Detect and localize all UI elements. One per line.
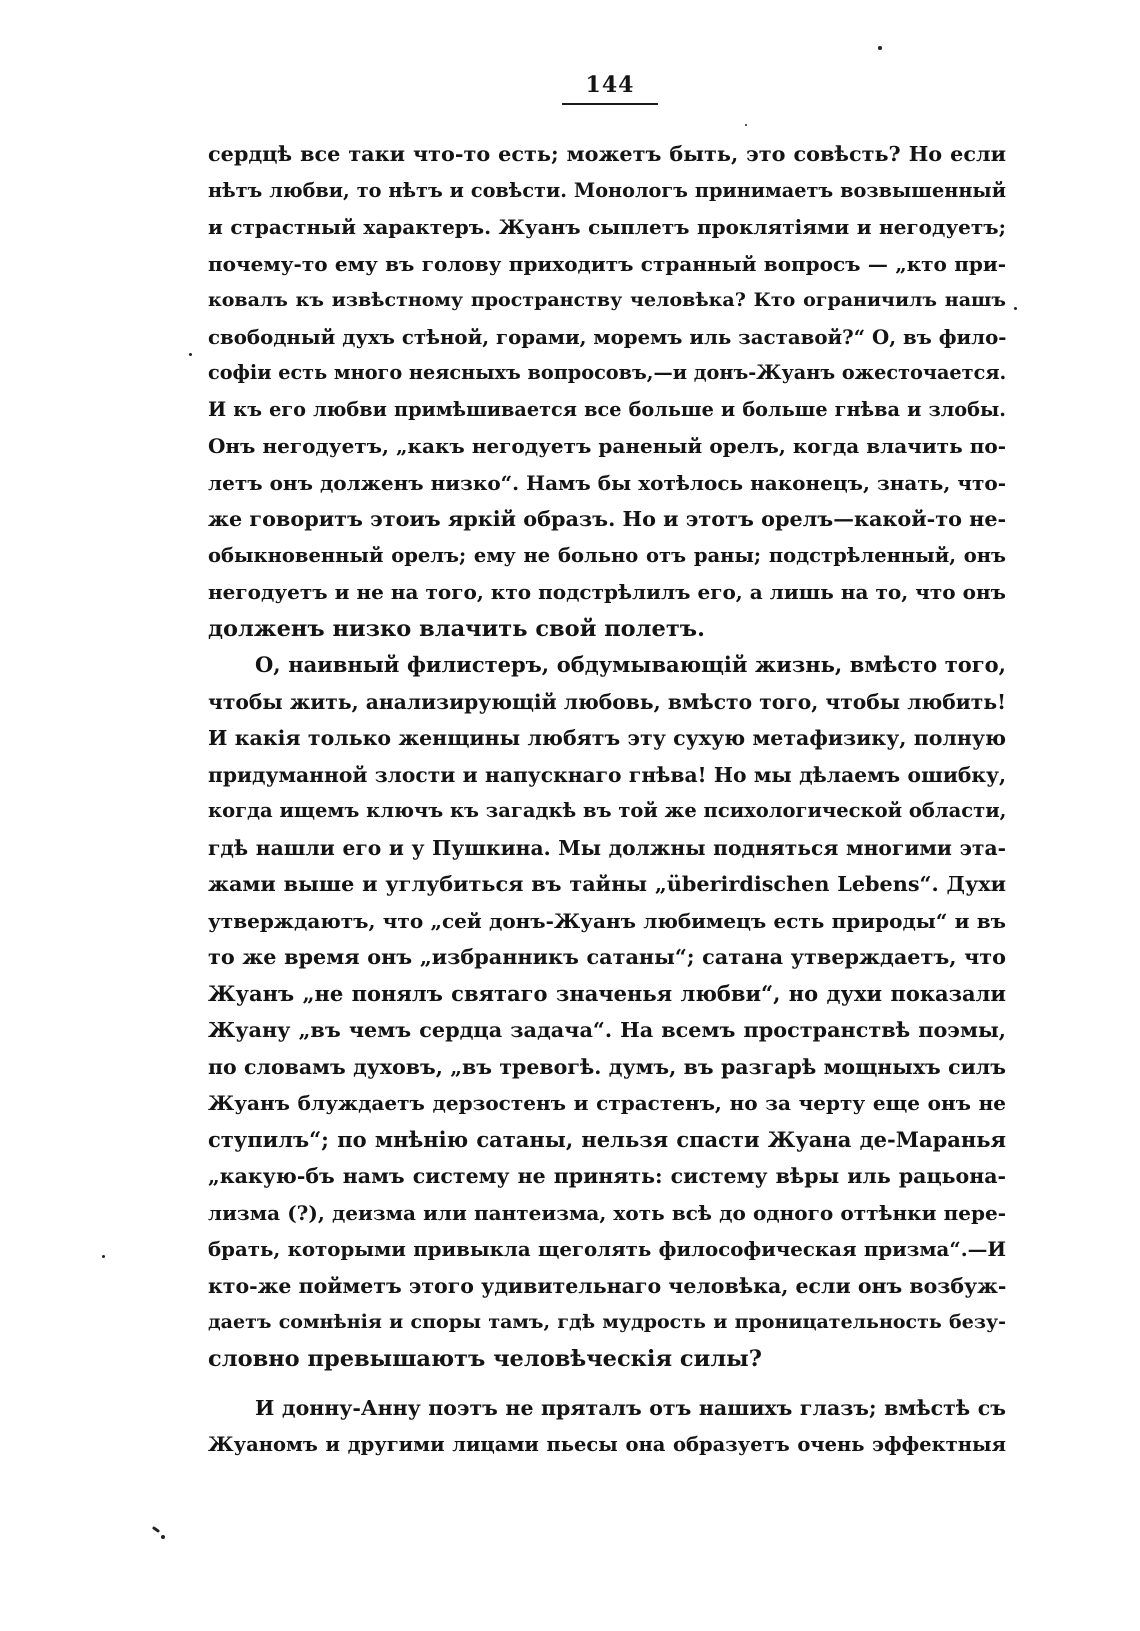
text-line: словно превышаютъ человѣческія силы? <box>208 1345 762 1372</box>
page-number-rule <box>562 103 658 105</box>
text-line: „какую-бъ намъ систему не принять: систему вѣры иль рацьона- <box>208 1164 1006 1188</box>
scan-speck <box>1014 307 1017 310</box>
text-line: даетъ сомнѣнія и споры тамъ, гдѣ мудрость и проницательность безу- <box>208 1311 1006 1333</box>
page-number: 144 <box>585 72 635 98</box>
text-line: свободный духъ стѣной, горами, моремъ иль заставой?“ О, въ фило- <box>208 324 1006 349</box>
text-line: Жуанъ „не понялъ святаго значенья любви“, но духи показали <box>208 980 1006 1006</box>
text-line: то же время онъ „избранникъ сатаны“; сатана утверждаетъ, что <box>208 945 1006 969</box>
text-line: по словамъ духовъ, „въ тревогѣ. думъ, въ разгарѣ мощныхъ силъ <box>208 1054 1006 1079</box>
text-line: гдѣ нашли его и у Пушкина. Мы должны подняться многими эта- <box>208 835 1006 860</box>
text-line: и страстный характеръ. Жуанъ сыплетъ проклятіями и негодуетъ; <box>208 215 1006 239</box>
text-line: Жуаномъ и другими лицами пьесы она образуетъ очень эффектныя <box>208 1433 1006 1456</box>
text-line: кто-же пойметъ этого удивительнаго человѣка, если онъ возбуж- <box>208 1273 1006 1298</box>
text-line: софіи есть много неясныхъ вопросовъ,—и донъ-Жуанъ ожесточается. <box>208 361 1006 384</box>
scan-speck <box>161 1535 165 1539</box>
scan-speck <box>102 1255 105 1258</box>
text-line: И къ его любви примѣшивается все больше и больше гнѣва и злобы. <box>208 397 1006 421</box>
text-line: когда ищемъ ключъ къ загадкѣ въ той же психологической области, <box>208 799 1006 822</box>
paragraph-first-line: О, наивный филистеръ, обдумывающій жизнь, вмѣсто того, <box>255 652 1006 677</box>
text-line: негодуетъ и не на того, кто подстрѣлилъ его, а лишь на то, что онъ <box>208 580 1006 604</box>
text-line: утверждаютъ, что „сей донъ-Жуанъ любимецъ есть природы“ и въ <box>208 908 1006 933</box>
text-line: летъ онъ долженъ низко“. Намъ бы хотѣлось наконецъ, знать, что- <box>208 470 1006 495</box>
text-line: же говоритъ этоиъ яркій образъ. Но и этотъ орелъ—какой-то не- <box>208 507 1006 531</box>
text-line: жами выше и углубиться въ тайны „überirdischen Lebens“. Духи <box>208 872 1006 896</box>
text-line: Жуанъ блуждаетъ дерзостенъ и страстенъ, но за черту еще онъ не <box>208 1091 1006 1115</box>
scan-speck <box>152 1526 160 1533</box>
text-line: сердцѣ все таки что-то есть; можетъ быть, это совѣсть? Но если <box>208 142 1006 166</box>
text-line: Жуану „въ чемъ сердца задача“. На всемъ пространствѣ поэмы, <box>208 1018 1006 1042</box>
scan-speck <box>189 353 192 356</box>
text-line: И какія только женщины любятъ эту сухую метафизику, полную <box>208 726 1006 750</box>
scan-speck <box>745 124 747 126</box>
text-line: придуманной злости и напускнаго гнѣва! Но мы дѣлаемъ ошибку, <box>208 762 1006 787</box>
text-line: брать, которыми привыкла щеголять философическая призма“.—И <box>208 1237 1006 1261</box>
text-line: ступилъ“; по мнѣнію сатаны, нельзя спасти Жуана де-Маранья <box>208 1126 1006 1152</box>
text-line: почему-то ему въ голову приходитъ странный вопросъ — „кто при- <box>208 251 1006 276</box>
scan-speck <box>878 46 882 50</box>
text-line: Онъ негодуетъ, „какъ негодуетъ раненый орелъ, когда влачить по- <box>208 434 1006 458</box>
text-line: обыкновенный орелъ; ему не больно отъ раны; подстрѣленный, онъ <box>208 543 1006 567</box>
text-line: долженъ низко влачить свой полетъ. <box>208 615 705 642</box>
paragraph-first-line: И донну-Анну поэтъ не пряталъ отъ нашихъ глазъ; вмѣстѣ съ <box>255 1396 1006 1420</box>
text-line: лизма (?), деизма или пантеизма, хоть всѣ до одного оттѣнки пере- <box>208 1200 1006 1225</box>
text-line: ковалъ къ извѣстному пространству человѣка? Кто ограничилъ нашъ <box>208 289 1006 311</box>
text-line: чтобы жить, анализирующій любовь, вмѣсто того, чтобы любить! <box>208 689 1006 714</box>
text-line: нѣтъ любви, то нѣтъ и совѣсти. Монологъ принимаетъ возвышенный <box>208 178 1006 202</box>
